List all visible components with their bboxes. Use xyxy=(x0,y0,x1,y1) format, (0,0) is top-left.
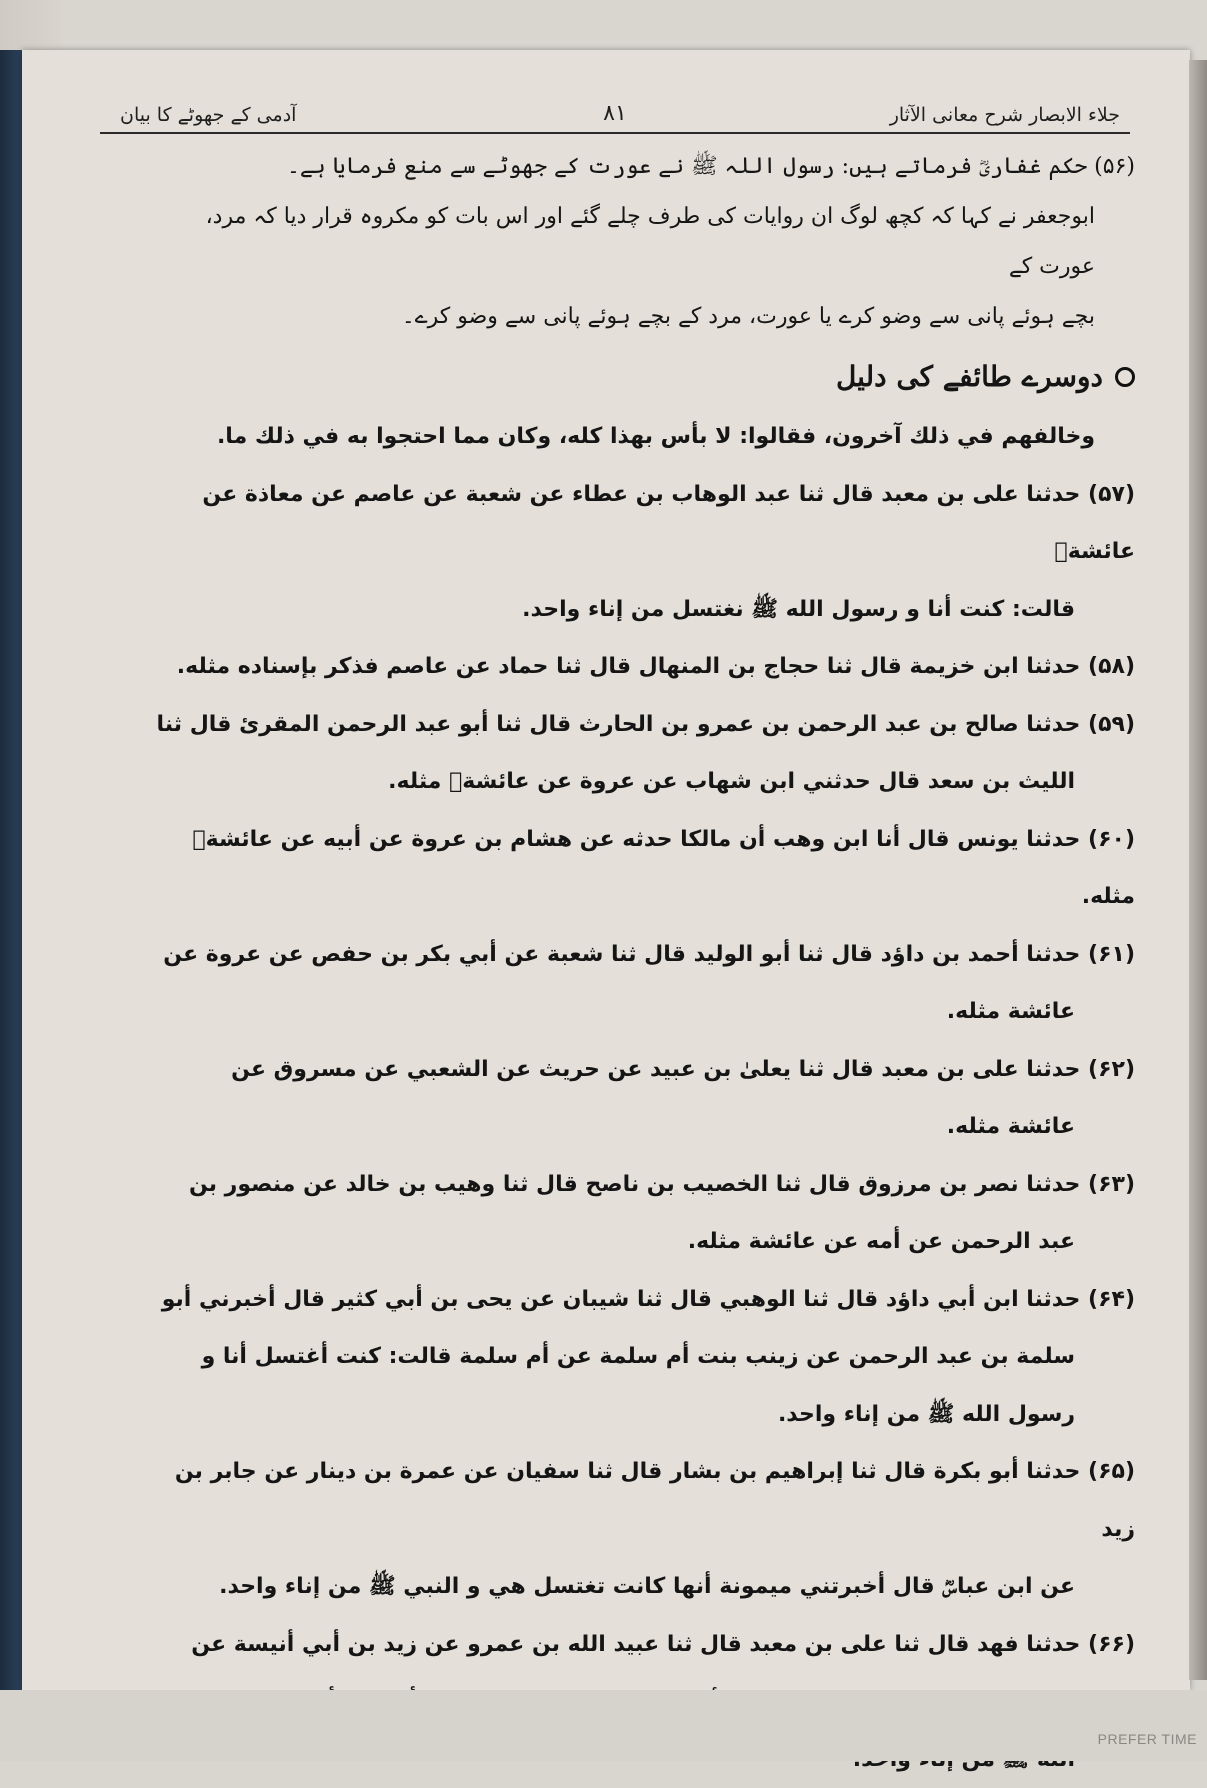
urdu-line: ابوجعفر نے کہا کہ کچھ لوگ ان روایات کی طرف چلے گئے اور اس بات کو مکروہ قرار دیا کہ مرد، عورت کے xyxy=(150,192,1135,292)
book-title: جلاء الابصار شرح معانی الآثار xyxy=(890,104,1120,126)
arabic-line: (۵۸) حدثنا ابن خزيمة قال ثنا حجاج بن المنهال قال ثنا حماد عن عاصم فذكر بإسناده مثله. xyxy=(150,638,1135,696)
arabic-line: (۵۹) حدثنا صالح بن عبد الرحمن بن عمرو بن الحارث قال ثنا أبو عبد الرحمن المقرئ قال ثنا xyxy=(150,696,1135,754)
arabic-line: عائشة مثله. xyxy=(150,1098,1135,1156)
page-header xyxy=(100,92,1130,134)
arabic-line: الليث بن سعد قال حدثني ابن شهاب عن عروة عن عائشةؓ مثله. xyxy=(150,753,1135,811)
arabic-line: (۵۷) حدثنا على بن معبد قال ثنا عبد الوهاب بن عطاء عن شعبة عن عاصم عن معاذة عن عائشةؓ xyxy=(150,466,1135,581)
bottom-surface xyxy=(0,1690,1207,1761)
arabic-line: عبد الرحمن عن أمه عن عائشة مثله. xyxy=(150,1213,1135,1271)
page-body xyxy=(150,142,1135,1788)
arabic-line: (۶۳) حدثنا نصر بن مرزوق قال ثنا الخصيب بن ناصح قال ثنا وهيب بن خالد عن منصور بن xyxy=(150,1156,1135,1214)
arabic-line: عن ابن عباسؓ قال أخبرتني ميمونة أنها كانت تغتسل هي و النبي ﷺ من إناء واحد. xyxy=(150,1558,1135,1616)
arabic-line: (۶۲) حدثنا على بن معبد قال ثنا يعلىٰ بن عبيد عن حريث عن الشعبي عن مسروق عن xyxy=(150,1041,1135,1099)
footer-mark: PREFER TIME xyxy=(1098,1731,1197,1747)
section-heading xyxy=(150,348,1135,406)
arabic-text xyxy=(150,408,1135,1788)
urdu-line: (۵۶) حکم غفاریؓ فرماتے ہیں: رسول اللہ ﷺ نے عورت کے جھوٹے سے منع فرمایا ہے۔ xyxy=(150,142,1135,192)
page-number: ۸۱ xyxy=(603,101,627,126)
chapter-title: آدمی کے جھوٹے کا بیان xyxy=(120,104,296,126)
arabic-line: رسول الله ﷺ من إناء واحد. xyxy=(150,1386,1135,1444)
arabic-line: سلمة بن عبد الرحمن عن زينب بنت أم سلمة عن أم سلمة قالت: كنت أغتسل أنا و xyxy=(150,1328,1135,1386)
arabic-line: (۶۶) حدثنا فهد قال ثنا على بن معبد قال ثنا عبيد الله بن عمرو عن زيد بن أبي أنيسة عن xyxy=(150,1616,1135,1674)
arabic-line: (۶۰) حدثنا يونس قال أنا ابن وهب أن مالكا حدثه عن هشام بن عروة عن أبيه عن عائشةؓ مثله. xyxy=(150,811,1135,926)
urdu-line: بچے ہوئے پانی سے وضو کرے یا عورت، مرد کے بچے ہوئے پانی سے وضو کرے۔ xyxy=(150,292,1135,342)
section-heading-text: دوسرے طائفے کی دلیل xyxy=(836,348,1103,406)
arabic-line: (۶۵) حدثنا أبو بكرة قال ثنا إبراهيم بن بشار قال ثنا سفيان عن عمرة بن دينار عن جابر بن زيد xyxy=(150,1443,1135,1558)
page-edge xyxy=(1189,60,1207,1680)
arabic-line: عائشة مثله. xyxy=(150,983,1135,1041)
arabic-line: (۶۱) حدثنا أحمد بن داؤد قال ثنا أبو الوليد قال ثنا شعبة عن أبي بكر بن حفص عن عروة عن xyxy=(150,926,1135,984)
arabic-line: قالت: كنت أنا و رسول الله ﷺ نغتسل من إناء واحد. xyxy=(150,581,1135,639)
arabic-line: وخالفهم في ذلك آخرون، فقالوا: لا بأس بهذا كله، وكان مما احتجوا به في ذلك ما. xyxy=(150,408,1135,466)
arabic-line: (۶۴) حدثنا ابن أبي داؤد قال ثنا الوهبي قال ثنا شيبان عن يحى بن أبي كثير قال أخبرني أبو xyxy=(150,1271,1135,1329)
circle-bullet-icon xyxy=(1115,367,1135,387)
urdu-paragraph xyxy=(150,142,1135,342)
